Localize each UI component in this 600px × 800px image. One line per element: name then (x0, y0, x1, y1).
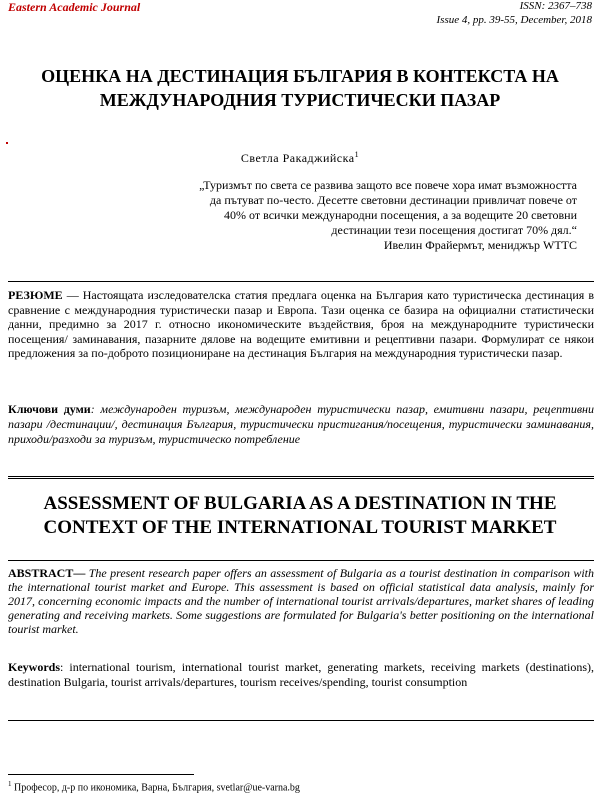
keywords-bg-colon: : (90, 402, 101, 416)
footnote-separator (8, 774, 194, 775)
keywords-en-colon: : (60, 660, 70, 674)
abstract-english (8, 566, 594, 636)
author-footnote-mark: 1 (354, 150, 360, 159)
keywords-en-text: international tourism, international tourist market, generating markets, receiving markets (destinations), destination Bulgaria, tourist arrivals/departures, tourism receives/spending, tourist consumption (8, 660, 594, 689)
footnote-mark: 1 (8, 780, 12, 788)
footnote (8, 780, 594, 793)
issn: ISSN: 2367–738 (519, 0, 592, 12)
epigraph-attribution: Ивелин Фрайермът, мениджър WTTC (383, 238, 577, 252)
decorative-dot (6, 142, 8, 144)
issue-info: Issue 4, pp. 39-55, December, 2018 (436, 14, 592, 26)
abstract-bulgarian (8, 288, 594, 361)
abstract-bg-label: РЕЗЮМЕ (8, 288, 63, 302)
epigraph-quote: „Туризмът по света се развива защото все повече хора имат възможността да пътуват по-често. Десетте световни дестинации привличат повече от 40% от всички международни посещения, а за водещите 20 световни дестинации тези посещения достигат 70% дял.“ (199, 178, 577, 237)
divider-middle (8, 476, 594, 479)
footnote-text: Професор, д-р по икономика, Варна, България, svetlar@ue-varna.bg (11, 782, 300, 794)
divider-bottom (8, 720, 594, 721)
journal-name: Eastern Academic Journal (8, 0, 141, 14)
keywords-bulgarian (8, 402, 594, 447)
keywords-bg-label: Ключови думи (8, 402, 91, 416)
title-bulgarian: ОЦЕНКА НА ДЕСТИНАЦИЯ БЪЛГАРИЯ В КОНТЕКСТА НА МЕЖДУНАРОДНИЯ ТУРИСТИЧЕСКИ ПАЗАР (41, 66, 559, 110)
divider-english (8, 560, 594, 561)
abstract-en-label: ABSTRACT (8, 566, 74, 580)
author-name: Светла Ракаджийска (240, 151, 355, 165)
keywords-en-label: Keywords (8, 660, 60, 674)
abstract-bg-text: Настоящата изследователска статия предлага оценка на България като туристическа дестинация в сравнение с международния туристически пазар и Европа. Тази оценка се базира на официални статистически данни, предимно за 2017 г. относно икономическите въздействия, броя на международните туристически посещения/ заминавания, пазарните дялове на водещите емитивни и рецептивни пазари. Формулират се някои предложения за по-доброто позициониране на дестинация България на международния туристически пазар. (8, 288, 595, 360)
divider-top (8, 281, 594, 282)
abstract-en-text: The present research paper offers an assessment of Bulgaria as a tourist destination in comparison with the international tourist market and Europe. This assessment is based on official statistical data analysis, mainly for 2017, concerning economic impacts and the number of international tourist arrivals/departures, market shares of leading generating and receiving markets. Some suggestions are formulated for Bulgaria's better positioning on the international tourist market. (8, 566, 594, 636)
abstract-bg-dash: — (62, 288, 83, 302)
epigraph (185, 178, 577, 253)
abstract-en-dash: — (73, 566, 89, 580)
keywords-bg-text: международен туризъм, международен туристически пазар, емитивни пазари, рецептивни пазари /дестинации/, дестинация България, туристически пристигания/посещения, туристически заминавания, приходи/разходи за туризъм, туристическо потребление (8, 402, 595, 446)
author (0, 150, 600, 166)
keywords-english (8, 660, 594, 690)
title-english: ASSESSMENT OF BULGARIA AS A DESTINATION IN THE CONTEXT OF THE INTERNATIONAL TOURIST MARKET (43, 493, 557, 538)
